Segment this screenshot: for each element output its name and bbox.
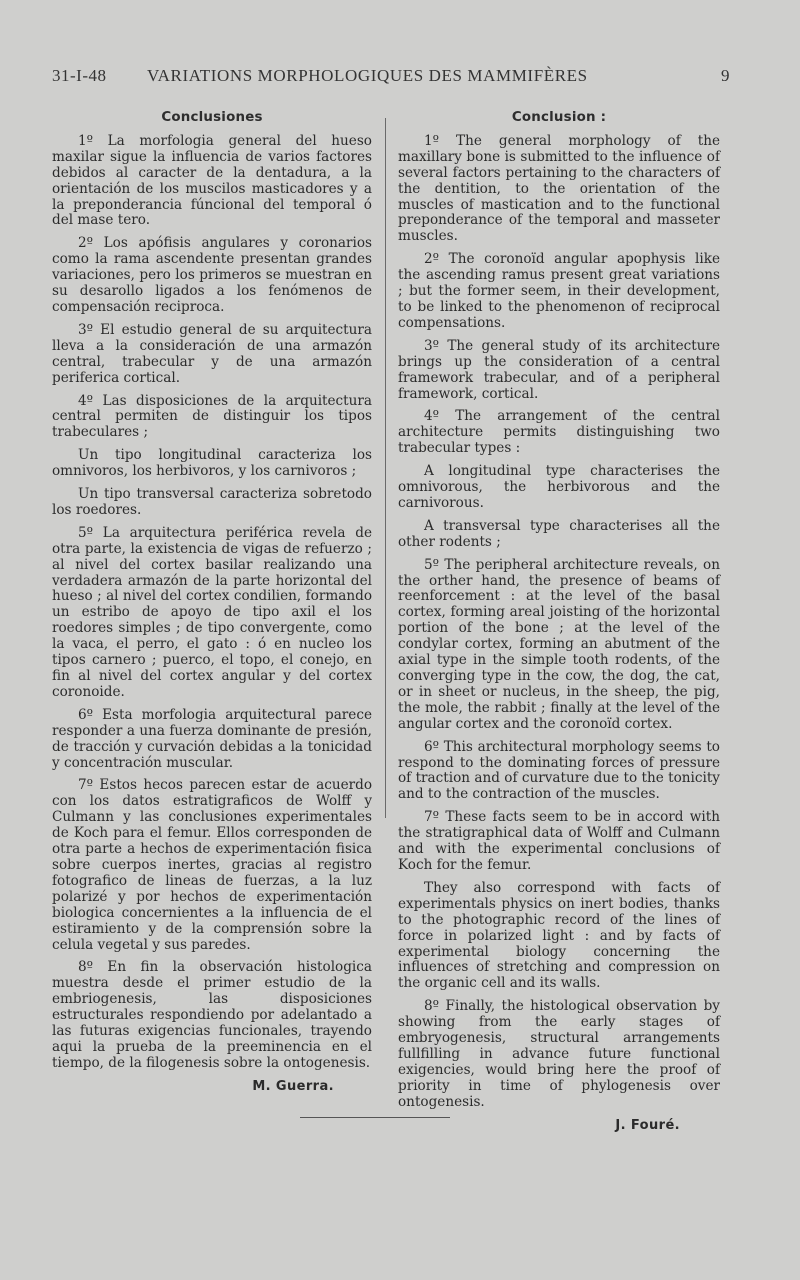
paragraph: 1º The general morphology of the maxillary bone is submitted to the influence of several factors pertaining to the characters of the dentition, to the orientation of the muscles of mastication and to the functional preponderance of the temporal and masseter muscles. bbox=[398, 132, 720, 245]
paragraph: 7º These facts seem to be in accord with the stratigraphical data of Wolff and Culmann and with the experimental conclusions of Koch for the femur. bbox=[398, 809, 720, 873]
paragraph: 4º Las disposiciones de la arquitectura central permiten de distinguir los tipos trabeculares ; bbox=[52, 392, 372, 441]
paragraph: 2º Los apófisis angulares y coronarios como la rama ascendente presentan grandes variaciones, pero los primeros se muestran en su desarollo ligados a los fenómenos de compensación reciproca. bbox=[52, 235, 372, 315]
running-header bbox=[52, 66, 730, 90]
column-divider bbox=[385, 118, 386, 818]
paragraph: A longitudinal type characterises the omnivorous, the herbivorous and the carnivorous. bbox=[398, 463, 720, 511]
paragraph: A transversal type characterises all the other rodents ; bbox=[398, 517, 720, 550]
paragraph: 8º En fin la observación histologica muestra desde el primer estudio de la embriogenesis, las disposiciones estructurales respondiendo por adelantado a las futuras exigencias funcionales, trayendo aqui la prueba de la preeminencia en el tiempo, de la filogenesis sobre la ontogenesis. bbox=[52, 959, 372, 1071]
page-number: 9 bbox=[721, 66, 730, 85]
paragraph: 2º The coronoïd angular apophysis like the ascending ramus present great variations ; but the former seem, in their development, to be linked to the phenomenon of reciprocal compensations. bbox=[398, 251, 720, 331]
paragraph: Un tipo transversal caracteriza sobretodo los roedores. bbox=[52, 486, 372, 518]
paragraph: 5º La arquitectura periférica revela de otra parte, la existencia de vigas de refuerzo ; al nivel del cortex basilar realizando una verdadera armazón de la parte horizontal del hueso ; al nivel del cortex condilien, formando un estribo de apoyo de tipo axil el los roedores simples ; de tipo convergente, como la vaca, el perro, el gato : ó en nucleo los tipos carnero ; puerco, el topo, el conejo, en fin al nivel del cortex angular y del cortex coronoide. bbox=[52, 524, 372, 700]
paragraph: 4º The arrangement of the central architecture permits distinguishing two trabecular types : bbox=[398, 408, 720, 457]
paragraph: 3º El estudio general de su arquitectura lleva a la consideración de una armazón central, trabecular y de una armazón periferica cortical. bbox=[52, 321, 372, 386]
paragraph: 6º Esta morfologia arquitectural parece responder a una fuerza dominante de presión, de tracción y curvación debidas a la tonicidad y concentración muscular. bbox=[52, 706, 372, 771]
header-title: VARIATIONS MORPHOLOGIQUES DES MAMMIFÈRES bbox=[147, 66, 588, 85]
header-date: 31-I-48 bbox=[52, 66, 107, 85]
paragraph: 1º La morfologia general del hueso maxilar sigue la influencia de varios factores debidos al caracter de la dentadura, a la orientación de los muscilos masticadores y a la preponderancia fúncional del temporal ó del mase tero. bbox=[52, 132, 372, 229]
paragraph: Un tipo longitudinal caracteriza los omnivoros, los herbivoros, y los carnivoros ; bbox=[52, 447, 372, 480]
paragraph: They also correspond with facts of experimentals physics on inert bodies, thanks to the photographic record of the lines of force in polarized light : and by facts of experimental biology concerning the influences of stretching and compression on the organic cell and its walls. bbox=[398, 879, 720, 992]
paragraph: 3º The general study of its architecture brings up the consideration of a central framework trabecular, and of a peripheral framework, cortical. bbox=[398, 337, 720, 402]
spanish-signature: M. Guerra. bbox=[252, 1078, 334, 1094]
english-heading: Conclusion : bbox=[511, 110, 607, 125]
paragraph: 5º The peripheral architecture reveals, on the orther hand, the presence of beams of reenforcement : at the level of the basal cortex, forming areal joisting of the horizontal portion of the bone ; at the level of the condylar cortex, forming an abutment of the axial type in the simple tooth rodents, of the converging type in the cow, the dog, the cat, or in sheet or nucleus, in the sheep, the pig, the mole, the rabbit ; finally at the level of the angular cortex and the coronoïd cortex. bbox=[398, 556, 720, 732]
paragraph: 7º Estos hecos parecen estar de acuerdo con los datos estratigraficos de Wolff y Culmann y las conclusiones experimentales de Koch para el femur. Ellos corresponden de otra parte a hechos de experimentación fisica sobre cuerpos inertes, gracias al registro fotografico de lineas de fuerzas, a la luz polarizé y por hechos de experimentación biologica concernientes a la influencia de el estiramiento y de la comprensión sobre la celula vegetal y sus paredes. bbox=[52, 777, 372, 953]
paragraph: 8º Finally, the histological observation by showing from the early stages of embryogenesis, structural arrangements fullfilling in advance future functional exigencies, would bring here the proof of priority in time of phylogenesis over ontogenesis. bbox=[398, 998, 720, 1110]
english-signature: J. Fouré. bbox=[615, 1117, 680, 1133]
paragraph: 6º This architectural morphology seems to respond to the dominating forces of pressure of traction and of curvature due to the tonicity and to the contraction of the muscles. bbox=[398, 738, 720, 803]
spanish-column bbox=[52, 110, 372, 1095]
spanish-heading: Conclusiones bbox=[161, 110, 263, 125]
footer-rule bbox=[300, 1117, 450, 1118]
english-column bbox=[398, 110, 720, 1133]
